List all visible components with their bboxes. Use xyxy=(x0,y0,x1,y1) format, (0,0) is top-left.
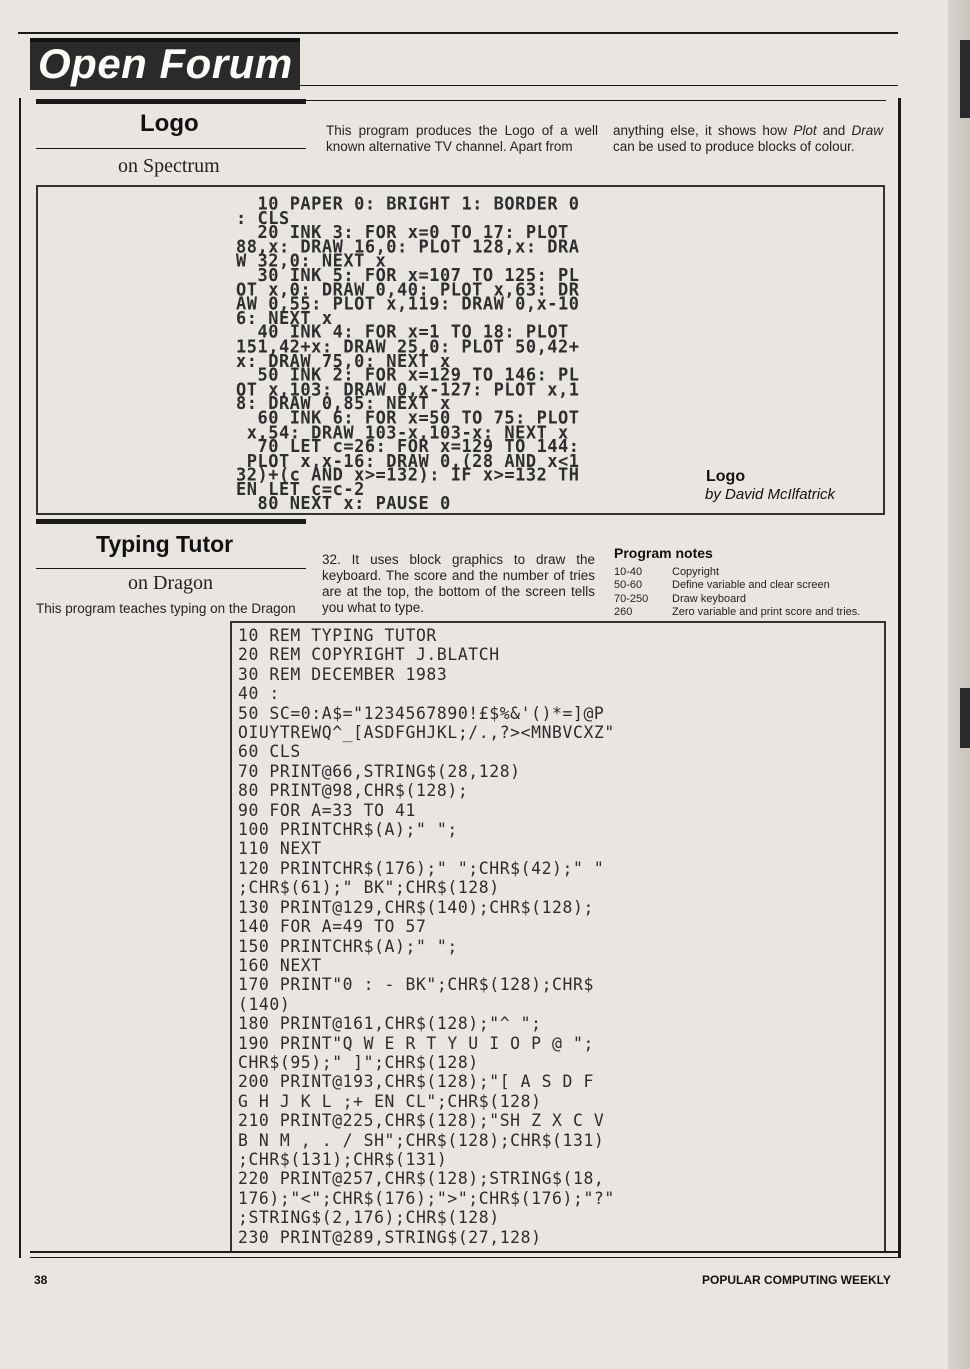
frame-left xyxy=(19,98,21,1258)
edge-mark-top xyxy=(960,40,970,118)
program-note-row: 70-250 Draw keyboard xyxy=(614,592,746,605)
publication-name: POPULAR COMPUTING WEEKLY xyxy=(702,1273,891,1287)
program-note-row: 10-40 Copyright xyxy=(614,566,720,578)
frame-right xyxy=(898,98,901,1258)
program-note-row: 50-60 Define variable and clear screen xyxy=(614,579,830,592)
logo-caption-title: Logo xyxy=(706,468,746,485)
program-note-row: 260 Zero variable and print score and tries. xyxy=(614,605,861,618)
typing-title: Typing Tutor xyxy=(96,531,234,557)
banner-underline xyxy=(300,85,898,86)
logo-caption-author: by David McIlfatrick xyxy=(705,486,836,503)
typing-title-underline xyxy=(36,568,306,569)
logo-title-underline xyxy=(36,148,306,149)
program-notes xyxy=(614,566,860,619)
typing-intro-col: 32. It uses block graphics to draw the keyboard. The score and the number of tries are at the top, the bottom of the screen tells you what to type. xyxy=(322,552,595,615)
section-title: Open Forum xyxy=(38,40,293,87)
logo-top-rule xyxy=(306,100,886,101)
bottom-rule-thin xyxy=(30,1257,900,1258)
page-number: 38 xyxy=(34,1273,48,1287)
logo-program-listing: 10 PAPER 0: BRIGHT 1: BORDER 0 : CLS 20 INK 3: FOR x=0 TO 17: PLOT 88,x: DRAW 16,0: PLOT 128,x: DRA W 32,0: NEXT x 30 INK 5: FOR x=107 TO 125: PL OT x,0: DRAW 0,40: PLOT x,63: DR AW 0,55: PLOT x,119: DRAW 0,x-10 6: NEXT x 40 INK 4: FOR x=1 TO 18: PLOT 151,42+x: DRAW 25,0: PLOT 50,42+ x: DRAW 75,0: NEXT x 50 INK 2: FOR x=129 TO 146: PL OT x,103: DRAW 0,x-127: PLOT x,1 8: DRAW 0,85: NEXT x 60 INK 6: FOR x=50 TO 75: PLOT x,54: DRAW 103-x,103-x: NEXT x 70 LET c=26: FOR x=129 TO 144: PLOT x,x-16: DRAW 0,(28 AND x<1 32)+(c AND x>=132): IF x>=132 TH EN LET c=c-2 80 NEXT x: PAUSE 0 xyxy=(236,193,580,515)
logo-title-bar xyxy=(36,99,306,104)
logo-platform: on Spectrum xyxy=(118,155,220,177)
typing-program-listing: 10 REM TYPING TUTOR 20 REM COPYRIGHT J.BLATCH 30 REM DECEMBER 1983 40 : 50 SC=0:A$="1234567890!£$%&'()*=]@P OIUYTREWQ^_[ASDFGHJKL;/.,?><MNBVCXZ" 60 CLS 70 PRINT@66,STRING$(28,128) 80 PRINT@98,CHR$(128); 90 FOR A=33 TO 41 100 PRINTCHR$(A);" "; 110 NEXT 120 PRINTCHR$(176);" ";CHR$(42);" " ;CHR$(61);" BK";CHR$(128) 130 PRINT@129,CHR$(140);CHR$(128); 140 FOR A=49 TO 57 150 PRINTCHR$(A);" "; 160 NEXT 170 PRINT"0 : - BK";CHR$(128);CHR$ (140) 180 PRINT@161,CHR$(128);"^ "; 190 PRINT"Q W E R T Y U I O P @ "; CHR$(95);" ]";CHR$(128) 200 PRINT@193,CHR$(128);"[ A S D F G H J K L ;+ EN CL";CHR$(128) 210 PRINT@225,CHR$(128);"SH Z X C V B N M , . / SH";CHR$(128);CHR$(131) ;CHR$(131);CHR$(131) 220 PRINT@257,CHR$(128);STRING$(18, 176);"<";CHR$(176);">";CHR$(176);"?" ;STRING$(2,176);CHR$(128) 230 PRINT@289,STRING$(27,128) xyxy=(238,626,615,1247)
logo-intro-col2: anything else, it shows how Plot and Draw can be used to produce blocks of colour. xyxy=(613,123,884,154)
bottom-rule-thick xyxy=(30,1251,900,1253)
logo-title: Logo xyxy=(140,110,199,137)
program-notes-title: Program notes xyxy=(614,545,713,561)
logo-intro-col1: This program produces the Logo of a well known alternative TV channel. Apart from xyxy=(326,123,598,154)
typing-platform: on Dragon xyxy=(128,572,213,594)
header-rule xyxy=(18,32,898,34)
edge-mark-mid xyxy=(960,688,970,748)
typing-title-bar xyxy=(36,519,306,524)
typing-intro-left: This program teaches typing on the Dragon xyxy=(36,601,296,616)
section-banner xyxy=(30,38,300,90)
page-edge xyxy=(948,0,970,1369)
